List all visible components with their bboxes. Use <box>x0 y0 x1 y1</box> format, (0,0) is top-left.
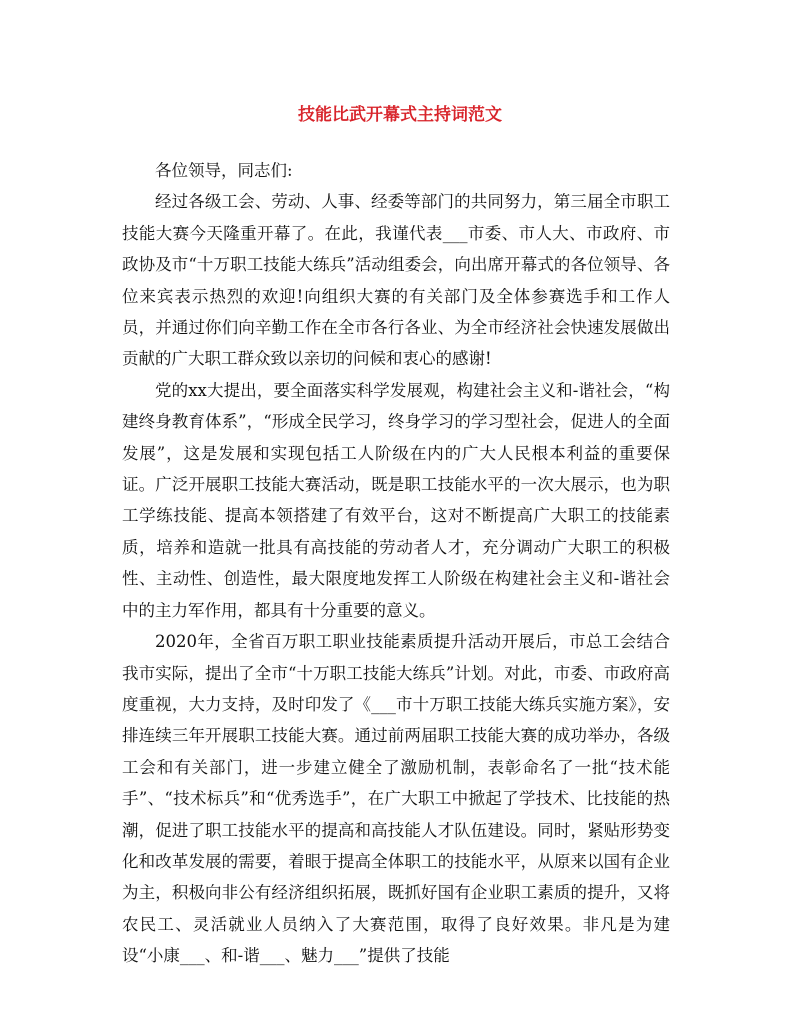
body-paragraph-1: 经过各级工会、劳动、人事、经委等部门的共同努力，第三届全市职工技能大赛今天隆重开幕了。在此，我谨代表___市委、市人大、市政府、市政协及市“十万职工技能大练兵”活动组委会，向出席开幕式的各位领导、各位来宾表示热烈的欢迎!向组织大赛的有关部门及全体参赛选手和工作人员，并通过你们向辛勤工作在全市各行各业、为全市经济社会快速发展做出贡献的广大职工群众致以亲切的问候和衷心的感谢! <box>122 192 670 369</box>
body-paragraph-2: 党的xx大提出，要全面落实科学发展观，构建社会主义和-谐社会，“构建终身教育体系”，“形成全民学习，终身学习的学习型社会，促进人的全面发展”，这是发展和实现包括工人阶级在内的广大人民根本利益的重要保证。广泛开展职工技能大赛活动，既是职工技能水平的一次大展示，也为职工学练技能、提高本领搭建了有效平台，这对不断提高广大职工的技能素质，培养和造就一批具有高技能的劳动者人才，充分调动广大职工的积极性、主动性、创造性，最大限度地发挥工人阶级在构建社会主义和-谐社会中的主力军作用，都具有十分重要的意义。 <box>122 380 670 620</box>
salutation-paragraph: 各位领导，同志们: <box>155 161 293 180</box>
body-paragraph-3: 2020年，全省百万职工职业技能素质提升活动开展后，市总工会结合我市实际，提出了全市“十万职工技能大练兵”计划。对此，市委、市政府高度重视，大力支持，及时印发了《___市十万职工技能大练兵实施方案》，安排连续三年开展职工技能大赛。通过前两届职工技能大赛的成功举办，各级工会和有关部门，进一步建立健全了激励机制，表彰命名了一批“技术能手”、“技术标兵”和“优秀选手”，在广大职工中掀起了学技术、比技能的热潮，促进了职工技能水平的提高和高技能人才队伍建设。同时，紧贴形势变化和改革发展的需要，着眼于提高全体职工的技能水平，从原来以国有企业为主，积极向非公有经济组织拓展，既抓好国有企业职工素质的提升，又将农民工、灵活就业人员纳入了大赛范围，取得了良好效果。非凡是为建设“小康___、和-谐___、魅力___”提供了技能 <box>122 632 670 966</box>
document-title: 技能比武开幕式主持词范文 <box>298 105 502 125</box>
document-body <box>122 155 670 972</box>
